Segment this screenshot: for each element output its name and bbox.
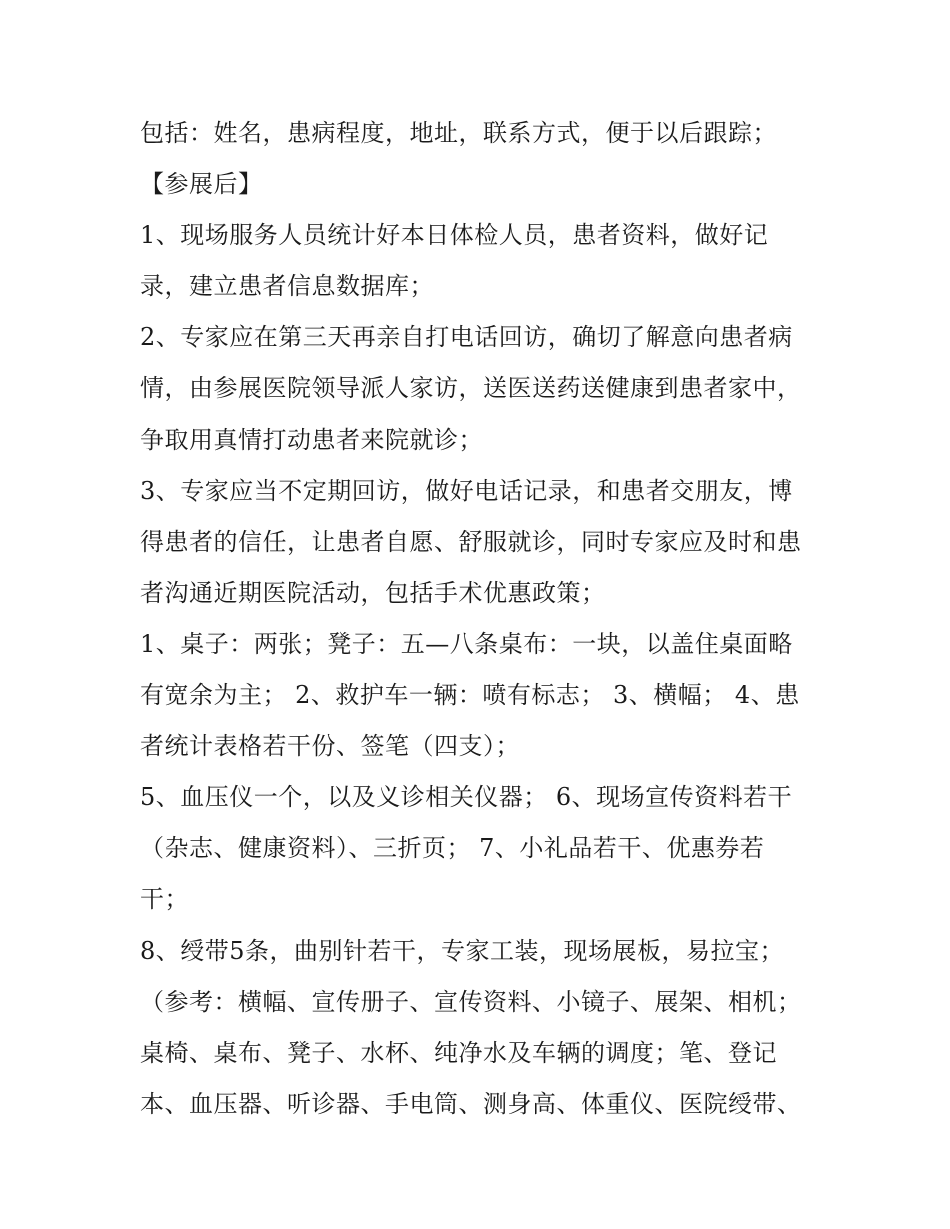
text-line: 1、现场服务人员统计好本日体检人员，患者资料，做好记	[140, 221, 769, 250]
text-line: 桌椅、桌布、凳子、水杯、纯净水及车辆的调度；笔、登记	[140, 1038, 777, 1067]
text-line: （杂志、健康资料）、三折页； 7、小礼品若干、优惠券若	[140, 834, 765, 863]
text-line: 情，由参展医院领导派人家访，送医送药送健康到患者家中，	[140, 374, 802, 403]
text-line: 得患者的信任，让患者自愿、舒服就诊，同时专家应及时和患	[140, 527, 802, 556]
text-line: 者统计表格若干份、签笔（四支）；	[140, 732, 520, 761]
text-line: 有宽余为主； 2、救护车一辆：喷有标志； 3、横幅； 4、患	[140, 681, 800, 710]
text-line: 干；	[140, 885, 189, 914]
text-line: 1、桌子：两张；凳子：五—八条桌布：一块，以盖住桌面略	[140, 629, 793, 658]
text-line: 3、专家应当不定期回访，做好电话记录，和患者交朋友，博	[140, 476, 793, 505]
document-body	[140, 108, 830, 1130]
text-line: 2、专家应在第三天再亲自打电话回访，确切了解意向患者病	[140, 323, 793, 352]
text-line: 者沟通近期医院活动，包括手术优惠政策；	[140, 578, 606, 607]
text-line: 本、血压器、听诊器、手电筒、测身高、体重仪、医院绶带、	[140, 1089, 802, 1118]
text-line: 录，建立患者信息数据库；	[140, 272, 434, 301]
text-line: 5、血压仪一个，以及义诊相关仪器； 6、现场宣传资料若干	[140, 783, 793, 812]
text-line: 8、绶带5条，曲别针若干，专家工装，现场展板，易拉宝；	[140, 936, 785, 965]
text-line: （参考：横幅、宣传册子、宣传资料、小镜子、展架、相机；	[140, 987, 802, 1016]
section-heading-after-exhibition: 【参展后】	[140, 170, 263, 199]
text-line: 争取用真情打动患者来院就诊；	[140, 425, 483, 454]
text-line: 包括：姓名，患病程度，地址，联系方式，便于以后跟踪；	[140, 119, 777, 147]
